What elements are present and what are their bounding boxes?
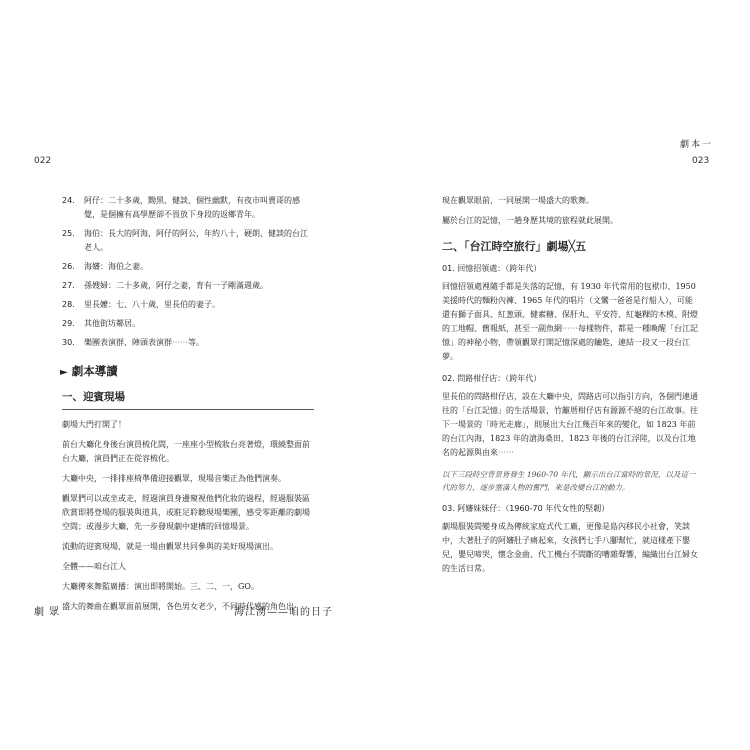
- paragraph: 現在觀眾眼前，一同展開一場盛大的歌舞。: [442, 196, 594, 205]
- section-title: 二、「台江時空旅行」劇場╳五: [442, 240, 587, 253]
- cast-item: [62, 194, 314, 222]
- page-number-right: 023: [692, 156, 710, 166]
- cast-text: 樂團表演群、陣頭表演群⋯⋯等。: [84, 338, 204, 347]
- paragraph: 大廳中央，一排排座椅準備迎接觀眾，現場音樂正為他們演奏。: [62, 474, 286, 483]
- paragraph: 流動的迎賓現場，就是一場由觀眾共同參與的美好現場演出。: [62, 542, 278, 551]
- cast-number: 26.: [62, 262, 75, 271]
- cast-number: 30.: [62, 338, 75, 347]
- cast-text: 海嬸：海伯之妻。: [84, 262, 148, 271]
- cast-text: 里長嬤：七、八十歲，里長伯的妻子。: [84, 300, 220, 309]
- paragraph: 盛大的舞曲在觀眾面前展開，各色男女老少，不同時代感的角色出: [62, 602, 294, 611]
- paragraph: 回憶招領處裡隨手都是失落的記憶，有 1930 年代常用的包袱巾、1950 美援時代的麵粉內褲、1965 年代的唱片（文鸞一爸爸是行船人），可能還有獅子面具、紅葱頭、健素糖、保肝丸、平安符、紅龜粿的木模、附燈的工地帽、舊報紙，甚至一副魚網⋯⋯每樣物件，都是一種喚醒「台江記憶」的神秘小物，帶領觀眾打開記憶深處的鑰匙，連結一段又一段台江夢。: [442, 282, 698, 361]
- left-page-column: [62, 194, 314, 620]
- subsection-title: 一、迎賓現場: [62, 390, 314, 410]
- italic-note: 以下三段時空背景皆發生 1960-70 年代，顯示出台江當時的景況，以及這一代的努力，逐步塞滿人物的奮鬥，來是改變台江的動力。: [442, 470, 696, 492]
- cast-number: 24.: [62, 196, 75, 205]
- paragraph: 劇場大門打開了！: [62, 420, 126, 429]
- cast-text: 其他街坊鄰居。: [84, 319, 140, 328]
- section-title-text: 劇本導讀: [71, 364, 118, 378]
- cast-item: [62, 279, 314, 293]
- paragraph: 劇場服裝間變身成為傳統家庭式代工廠，更像是島內移民小社會，笑談中，大著肚子的阿嬸肚子痛起來，女孩們七手八腳幫忙，就這樣產下嬰兒，嬰兒啼哭，懷念金曲、代工機台不間斷的嘈雜聲響，編織出台江婦女的生活日常。: [442, 522, 698, 573]
- paragraph: 前台大廳化身後台演員梳化間，一座座小型梳妝台亮著燈，環繞整面前台大廳，演員們正在從容梳化。: [62, 440, 310, 463]
- cast-item: [62, 260, 314, 274]
- footer-publisher: 劇 眾: [34, 607, 61, 618]
- cast-item: [62, 336, 314, 350]
- item-heading: 01. 回憶招領處：（跨年代）: [442, 264, 542, 273]
- cast-text: 阿仔：二十多歲，黝黑、健談、個性幽默，有夜市叫賣哥的感覺，是個擁有高學歷卻不畏放下身段的返鄉青年。: [84, 196, 300, 219]
- cast-text: 孫嫂婦：二十多歲，阿仔之妻，育有一子剛滿週歲。: [84, 281, 268, 290]
- cast-item: [62, 298, 314, 312]
- paragraph: 觀眾們可以或坐或走，經過演員身邊窺視他們化妝的過程，經過服裝區欣賞即將登場的服裝與道具，或駐足聆聽現場樂團，感受零距離的劇場空間；或漫步大廳，先一步發現劇中建構的回憶場景。: [62, 494, 310, 531]
- paragraph: 大廳傳來舞監廣播：演出即將開始。三、二、一，GO。: [62, 582, 259, 591]
- right-page-column: [442, 194, 700, 582]
- triangle-bullet-icon: ►: [60, 367, 68, 378]
- cast-item: [62, 227, 314, 255]
- cast-number: 27.: [62, 281, 75, 290]
- cast-text: 海伯：長大的阿海，阿仔的阿公，年約八十，硬朗、健談的台江老人。: [84, 229, 308, 252]
- cast-item: [62, 317, 314, 331]
- item-heading: 03. 阿嬸妹妹仔：（1960-70 年代女性的堅韌）: [442, 504, 610, 513]
- paragraph: 屬於台江的記憶，一趟身歷其境的旅程就此展開。: [442, 216, 618, 225]
- section-title: [60, 364, 314, 380]
- footer-book-title: 海江湧——咱的日子: [234, 607, 333, 618]
- cast-number: 28.: [62, 300, 75, 309]
- paragraph: 全體——咱台江人: [62, 562, 126, 571]
- cast-number: 25.: [62, 229, 75, 238]
- cast-number: 29.: [62, 319, 75, 328]
- paragraph: 里長伯的問路柑仔店，設在大廳中央，問路店可以指引方向，各個門連通往的「台江記憶」的生活場景，竹籬厝柑仔店有源源不絕的台江故事。往下一場景的「時光走廊」，則展出大台江幾百年來的變化，如 1823 年前的台江內海，1823 年的滄海桑田、1823 年後的台江浮陸，以及台江地名的起源與由來⋯⋯: [442, 392, 698, 457]
- item-heading: 02. 問路柑仔店：（跨年代）: [442, 374, 542, 383]
- page-number-left: 022: [34, 156, 52, 166]
- running-head: 劇本一: [680, 140, 714, 150]
